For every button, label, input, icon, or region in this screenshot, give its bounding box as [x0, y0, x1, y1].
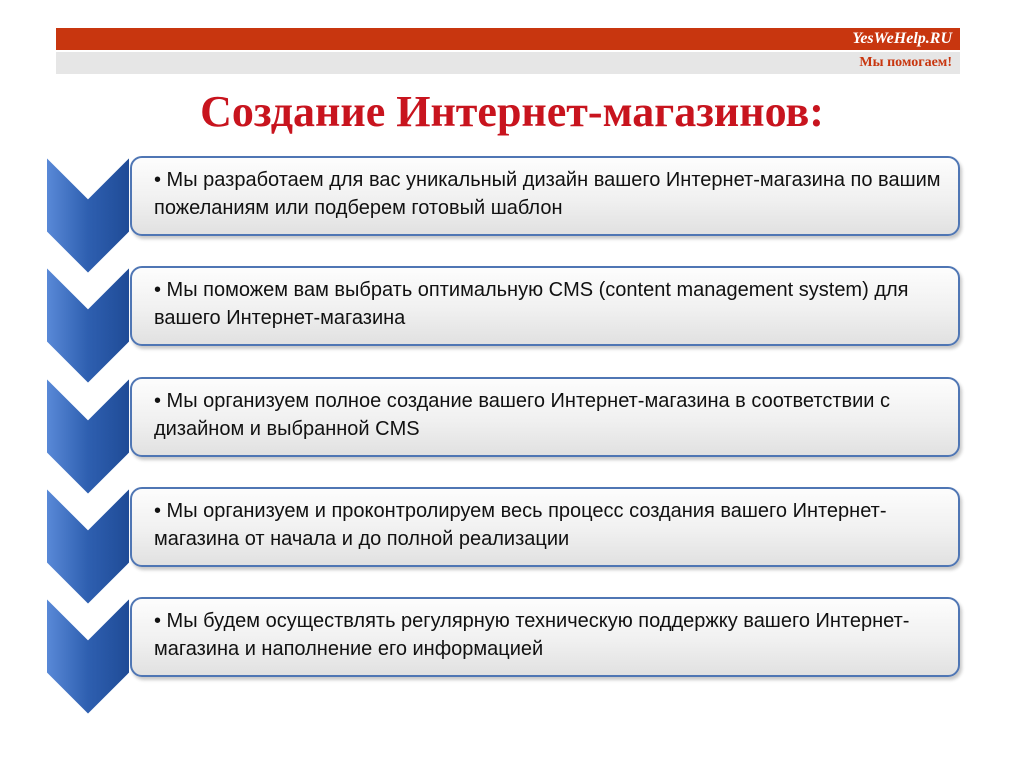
- process-chevrons: [0, 0, 140, 768]
- step-text-1: • Мы разработаем для вас уникальный дизайн вашего Интернет-магазина по вашим пожеланиям или подберем готовый шаблон: [154, 169, 941, 219]
- tagline: Мы помогаем!: [859, 55, 952, 70]
- step-box-4: [130, 487, 960, 567]
- step-text-4: • Мы организуем и проконтролируем весь процесс создания вашего Интернет-магазина от начала и до полной реализации: [154, 500, 887, 550]
- chevron-arrow-1: [46, 156, 130, 274]
- chevron-arrow-3: [46, 377, 130, 495]
- step-text-5: • Мы будем осуществлять регулярную техническую поддержку вашего Интернет-магазина и наполнение его информацией: [154, 610, 910, 660]
- step-box-5: [130, 597, 960, 677]
- tagline-bar: [56, 52, 960, 74]
- step-text-3: • Мы организуем полное создание вашего Интернет-магазина в соответствии с дизайном и выбранной CMS: [154, 390, 891, 440]
- step-text-2: • Мы поможем вам выбрать оптимальную CMS (content management system) для вашего Интернет-магазина: [154, 279, 909, 329]
- step-box-1: [130, 156, 960, 236]
- brand-bar: [56, 28, 960, 50]
- step-box-2: [130, 266, 960, 346]
- step-box-3: [130, 377, 960, 457]
- chevron-arrow-5: [46, 597, 130, 715]
- chevron-arrow-4: [46, 487, 130, 605]
- brand-name: YesWeHelp.RU: [852, 30, 952, 47]
- chevron-arrow-2: [46, 266, 130, 384]
- page-title: Создание Интернет-магазинов:: [200, 87, 824, 136]
